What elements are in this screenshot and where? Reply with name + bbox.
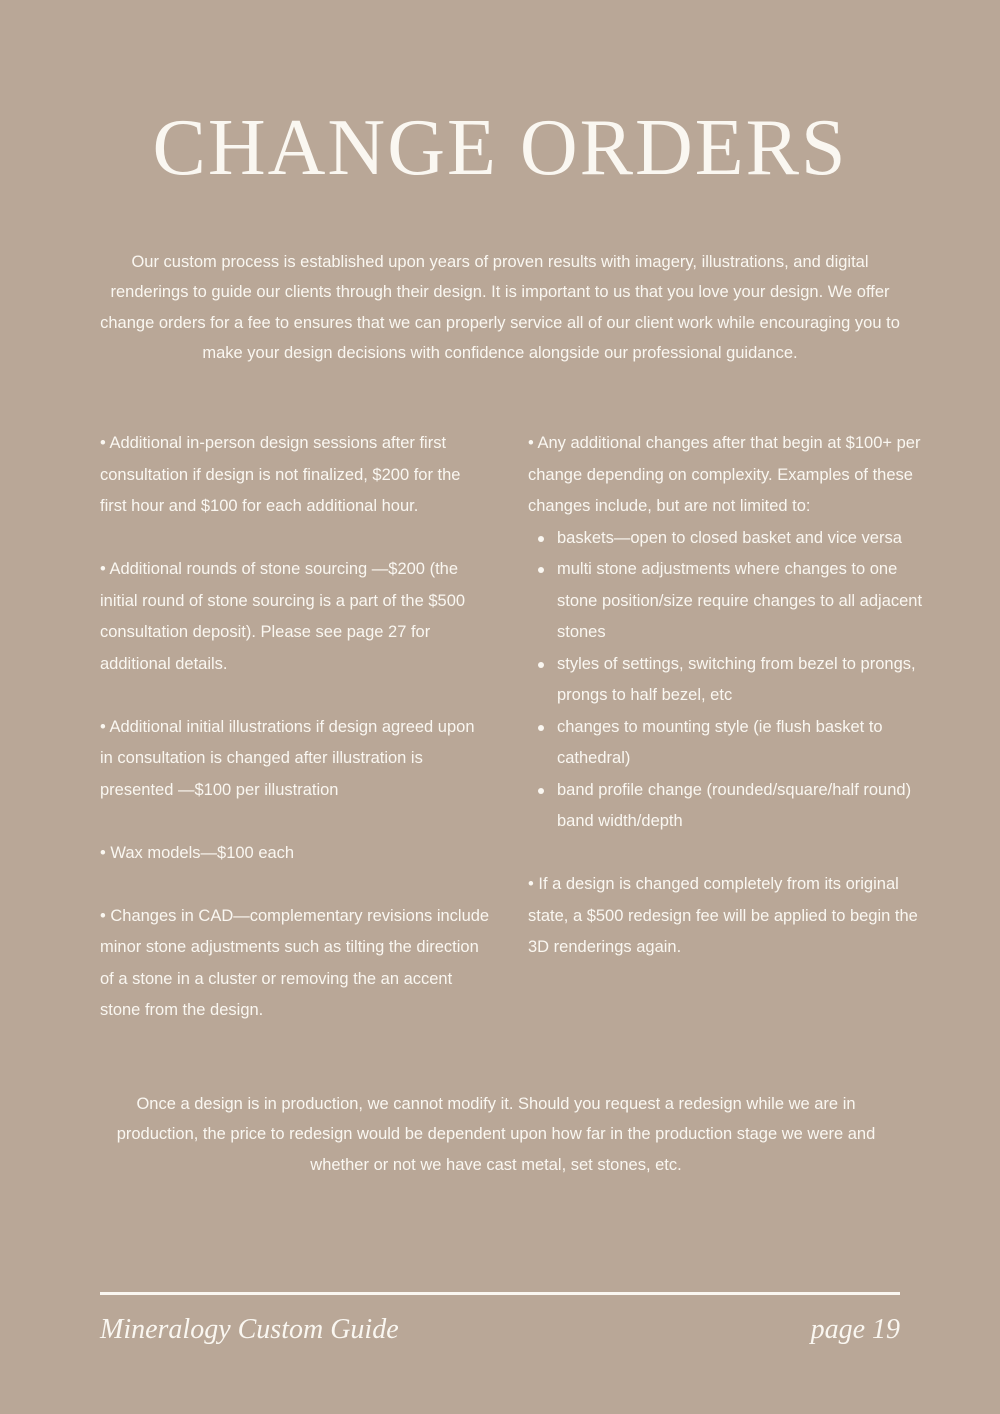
fee-item-illustrations: • Additional initial illustrations if design agreed upon in consultation is changed after illustration is presented —$100 per illustration <box>100 717 475 799</box>
fee-item-stone-sourcing: • Additional rounds of stone sourcing —$200 (the initial round of stone sourcing is a part of the $500 consultation deposit). Please see page 27 for additional details. <box>100 560 466 673</box>
fee-item-cad-changes: • Changes in CAD—complementary revisions include minor stone adjustments such as tilting the direction of a stone in a cluster or removing the an accent stone from the design. <box>100 906 490 1019</box>
list-item: baskets—open to closed basket and vice versa <box>528 523 928 555</box>
intro-paragraph: Our custom process is established upon years of proven results with imagery, illustrations, and digital renderings to guide our clients through their design. It is important to us that you love your design. We offer change orders for a fee to ensures that we can properly service all of our client work while encouraging you to make your design decisions with confidence alongside our professional guidance. <box>100 253 900 362</box>
list-item: band profile change (rounded/square/half round) band width/depth <box>528 775 928 838</box>
list-item: styles of settings, switching from bezel to prongs, prongs to half bezel, etc <box>528 649 928 712</box>
right-column <box>528 428 928 995</box>
footer-guide-name: Mineralogy Custom Guide <box>100 1314 399 1345</box>
fee-item-wax-models: • Wax models—$100 each <box>100 843 295 862</box>
footer-divider <box>100 1292 900 1295</box>
closing-paragraph: Once a design is in production, we cannot modify it. Should you request a redesign while we are in production, the price to redesign would be dependent upon how far in the production stage we were and whether or not we have cast metal, set stones, etc. <box>116 1095 876 1174</box>
page-title: CHANGE ORDERS <box>152 104 848 192</box>
change-examples-list <box>528 523 928 838</box>
fee-item-additional-changes: • Any additional changes after that begin at $100+ per change depending on complexity. Examples of these changes include, but are not limited to: <box>528 434 921 515</box>
list-item: changes to mounting style (ie flush basket to cathedral) <box>528 712 928 775</box>
list-item: multi stone adjustments where changes to one stone position/size require changes to all adjacent stones <box>528 554 928 649</box>
footer-page-number: page 19 <box>810 1314 900 1345</box>
fee-item-redesign: • If a design is changed completely from its original state, a $500 redesign fee will be applied to begin the 3D renderings again. <box>528 875 918 956</box>
left-column <box>100 428 490 1027</box>
fee-item-design-sessions: • Additional in-person design sessions after first consultation if design is not finalized, $200 for the first hour and $100 for each additional hour. <box>100 434 461 515</box>
